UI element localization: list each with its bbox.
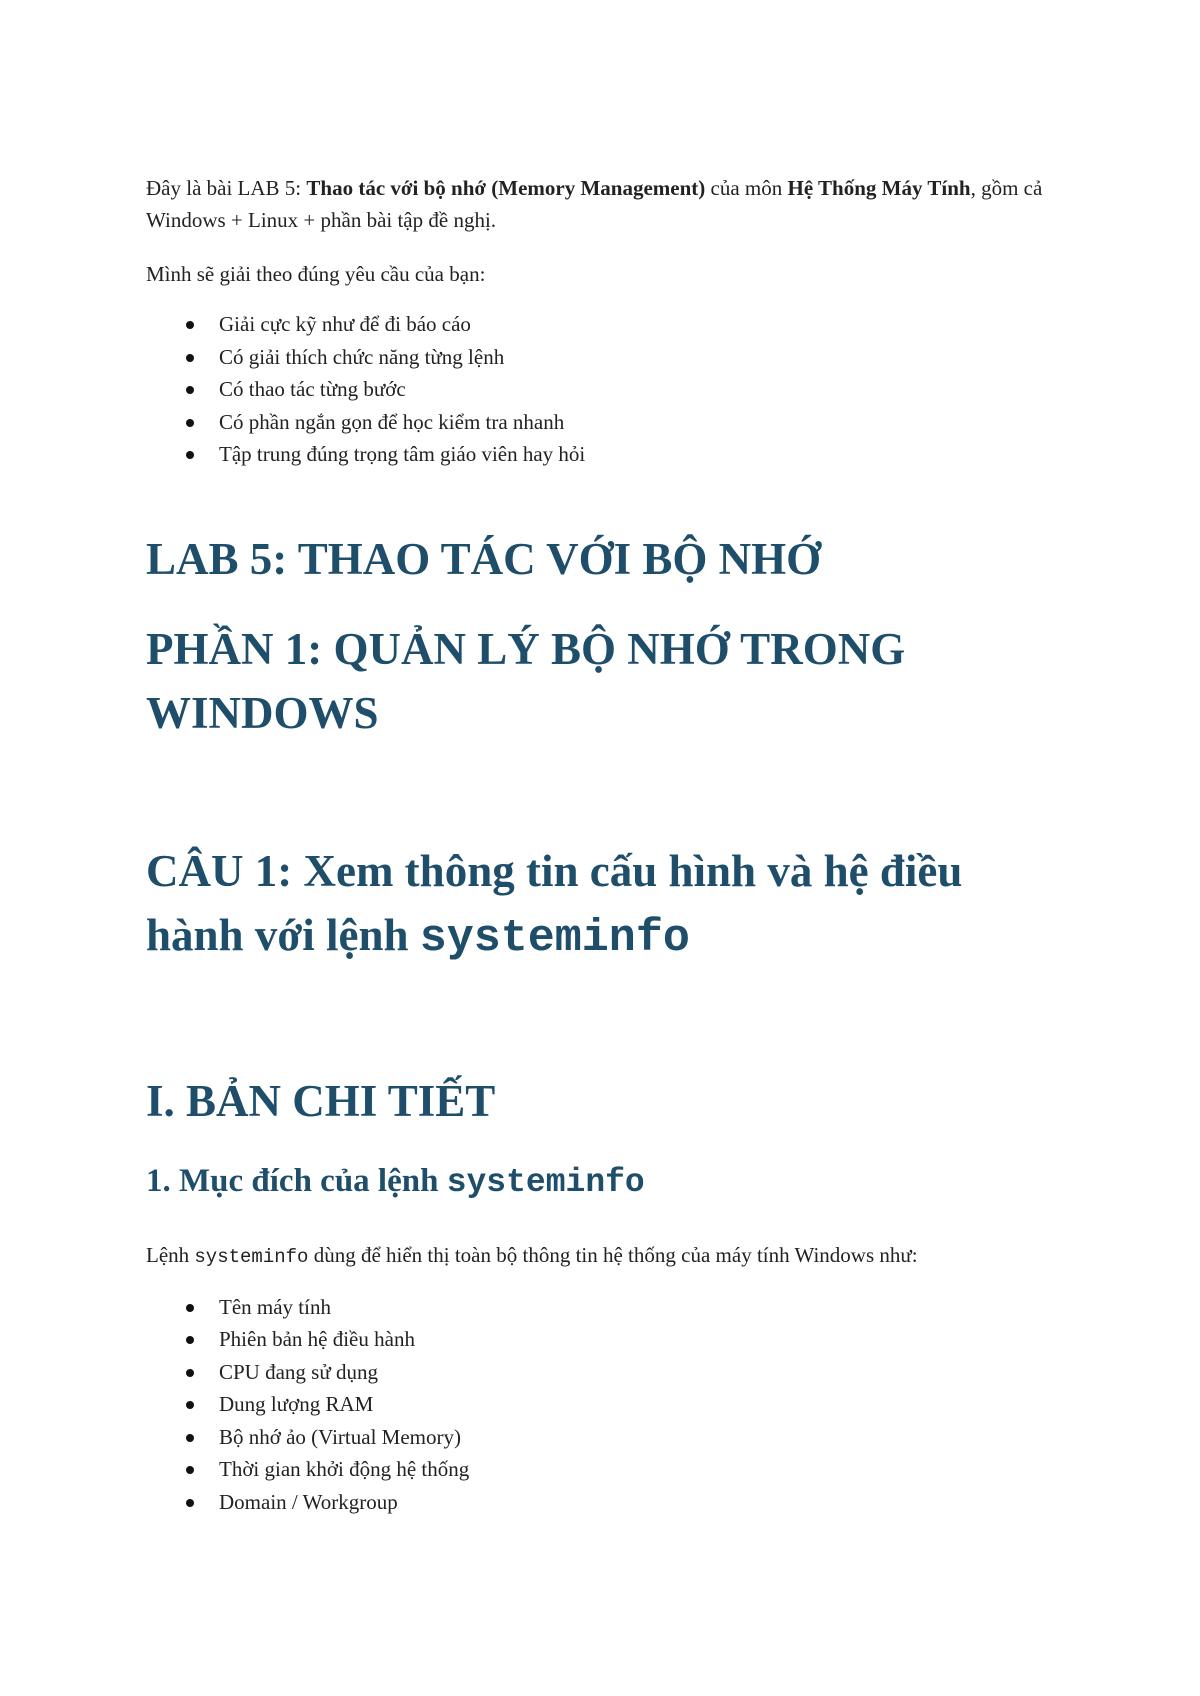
bullet-icon bbox=[186, 354, 194, 362]
list-item: Có giải thích chức năng từng lệnh bbox=[146, 341, 1066, 374]
intro-bold-lab-topic: Thao tác với bộ nhớ (Memory Management) bbox=[306, 176, 706, 200]
bullet-icon bbox=[186, 1401, 194, 1409]
bullet-icon bbox=[186, 386, 194, 394]
bullet-icon bbox=[186, 1434, 194, 1442]
bullet-icon bbox=[186, 1336, 194, 1344]
bullet-icon bbox=[186, 451, 194, 459]
command-description: Lệnh systeminfo dùng để hiển thị toàn bộ thông tin hệ thống của máy tính Windows như: bbox=[146, 1242, 918, 1268]
list-item: Bộ nhớ ảo (Virtual Memory) bbox=[146, 1421, 1066, 1454]
question1-command-code: systeminfo bbox=[419, 912, 690, 964]
part1-heading: PHẦN 1: QUẢN LÝ BỘ NHỚ TRONG WINDOWS bbox=[146, 623, 906, 738]
bullet-icon bbox=[186, 1369, 194, 1377]
bullet-icon bbox=[186, 1499, 194, 1507]
list-item: Tập trung đúng trọng tâm giáo viên hay hỏi bbox=[146, 438, 1066, 471]
section-heading-detail: I. BẢN CHI TIẾT bbox=[146, 1075, 496, 1126]
bullet-icon bbox=[186, 1304, 194, 1312]
request-line: Mình sẽ giải theo đúng yêu cầu của bạn: bbox=[146, 262, 486, 286]
list-item: CPU đang sử dụng bbox=[146, 1356, 1066, 1389]
lab-title: LAB 5: THAO TÁC VỚI BỘ NHỚ bbox=[146, 533, 822, 584]
subsection-command-code: systeminfo bbox=[446, 1163, 645, 1201]
intro-bold-course-name: Hệ Thống Máy Tính bbox=[787, 176, 971, 200]
bullet-icon bbox=[186, 419, 194, 427]
list-item: Domain / Workgroup bbox=[146, 1486, 1066, 1519]
list-item: Có phần ngắn gọn để học kiểm tra nhanh bbox=[146, 406, 1066, 439]
bullet-icon bbox=[186, 1466, 194, 1474]
requirements-list bbox=[146, 308, 1066, 471]
intro-text-3: , gồm cả Windows + Linux + phần bài tập đề nghị. bbox=[146, 176, 1043, 232]
intro-paragraph bbox=[146, 172, 1066, 236]
intro-text-1: Đây là bài LAB 5: bbox=[146, 176, 307, 200]
bullet-icon bbox=[186, 321, 194, 329]
system-info-list bbox=[146, 1291, 1066, 1519]
list-item: Giải cực kỹ như để đi báo cáo bbox=[146, 308, 1066, 341]
inline-command-code: systeminfo bbox=[194, 1245, 309, 1268]
list-item: Dung lượng RAM bbox=[146, 1388, 1066, 1421]
document-page bbox=[146, 172, 1066, 1518]
subsection-purpose-heading: 1. Mục đích của lệnh systeminfo bbox=[146, 1162, 645, 1201]
intro-text-2: của môn bbox=[705, 176, 788, 200]
list-item: Có thao tác từng bước bbox=[146, 373, 1066, 406]
list-item: Tên máy tính bbox=[146, 1291, 1066, 1324]
question1-heading: CÂU 1: Xem thông tin cấu hình và hệ điều hành với lệnh systeminfo bbox=[146, 845, 963, 964]
list-item: Thời gian khởi động hệ thống bbox=[146, 1453, 1066, 1486]
list-item: Phiên bản hệ điều hành bbox=[146, 1323, 1066, 1356]
